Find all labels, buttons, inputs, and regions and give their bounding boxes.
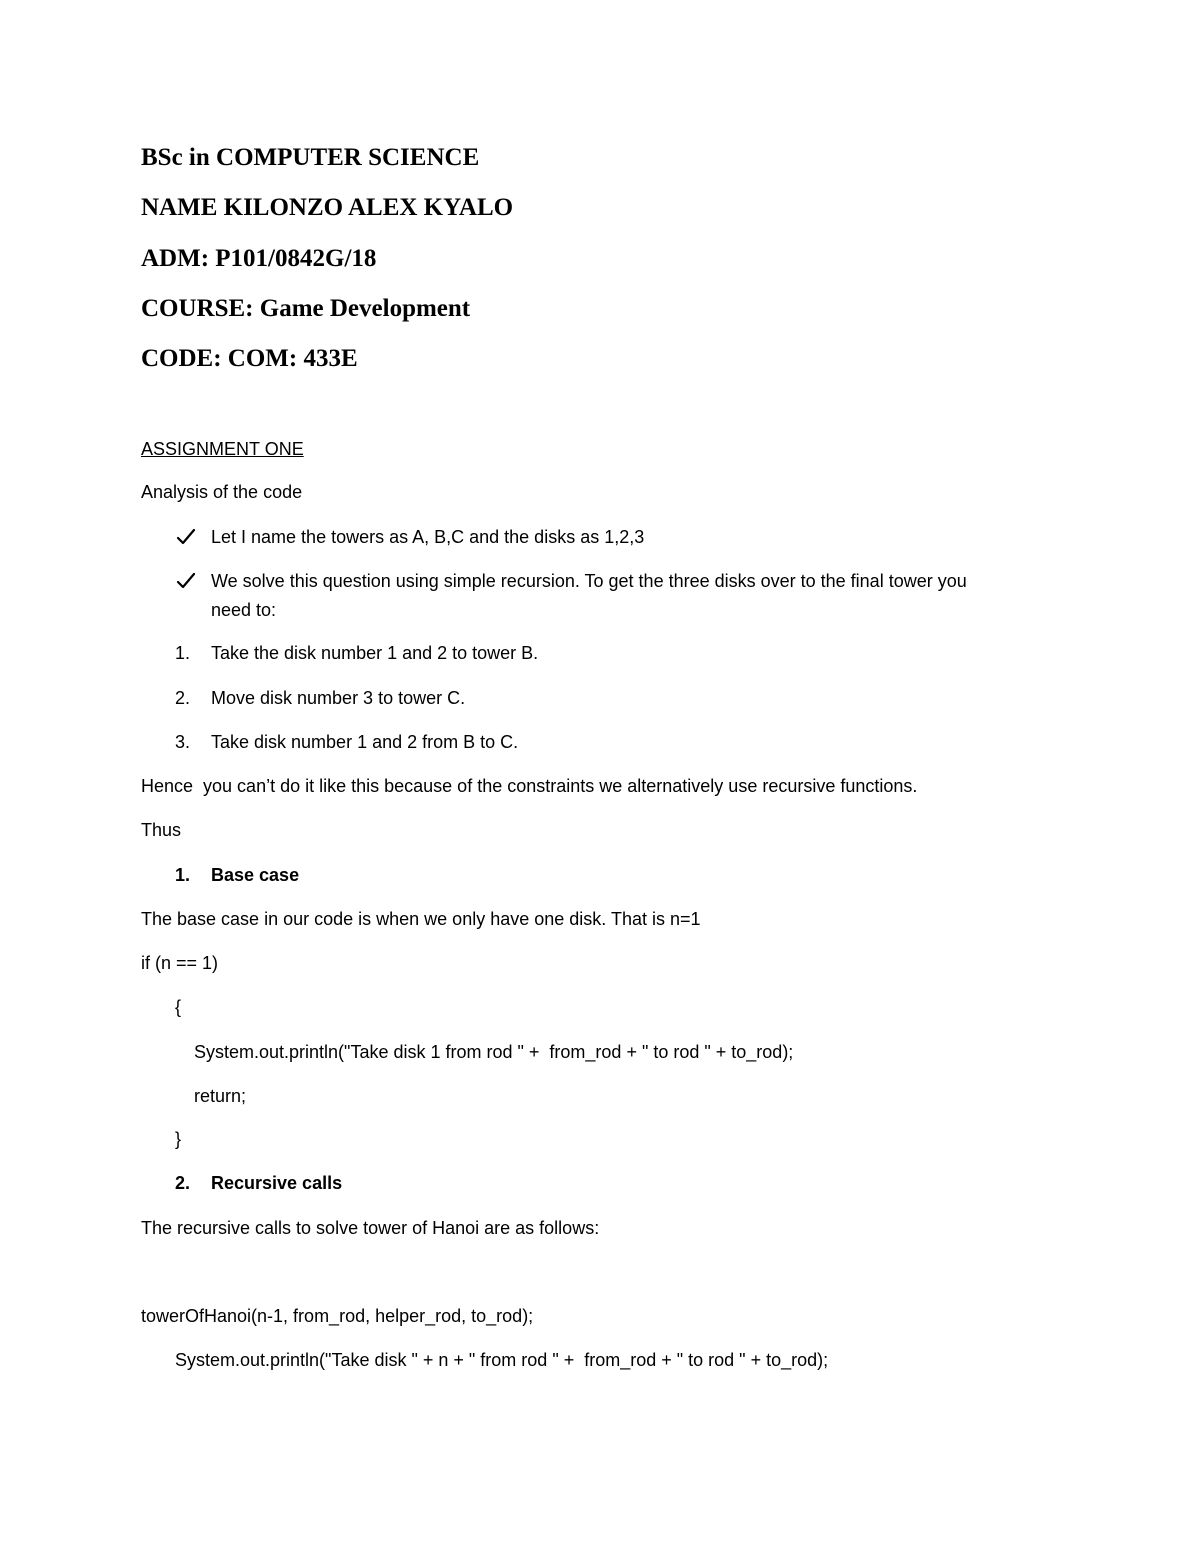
- checkmark-icon: [176, 527, 196, 547]
- step-text: Take disk number 1 and 2 from B to C.: [211, 732, 519, 752]
- section-title-base-case: Base case: [211, 865, 300, 885]
- step-number: 1.: [175, 643, 191, 663]
- step-number: 2.: [175, 688, 191, 708]
- degree-heading: BSc in COMPUTER SCIENCE: [141, 144, 480, 171]
- code-heading: CODE: COM: 433E: [141, 345, 358, 372]
- base-case-description: The base case in our code is when we only have one disk. That is n=1: [141, 909, 701, 929]
- name-heading: NAME KILONZO ALEX KYALO: [141, 194, 514, 221]
- step-number: 3.: [175, 732, 191, 752]
- code-line: System.out.println("Take disk " + n + " from rod " + from_rod + " to rod " + to_rod);: [175, 1350, 829, 1370]
- check-item-recursion: We solve this question using simple recursion. To get the three disks over to the final tower you: [211, 571, 967, 591]
- code-line: }: [175, 1129, 182, 1149]
- check-item-recursion-cont: need to:: [211, 600, 277, 620]
- section-title-recursive-calls: Recursive calls: [211, 1173, 343, 1193]
- adm-heading: ADM: P101/0842G/18: [141, 245, 377, 272]
- code-line: towerOfHanoi(n-1, from_rod, helper_rod, to_rod);: [141, 1306, 534, 1326]
- code-line: return;: [194, 1086, 247, 1106]
- recursive-description: The recursive calls to solve tower of Hanoi are as follows:: [141, 1218, 600, 1238]
- assignment-title: ASSIGNMENT ONE: [141, 439, 304, 459]
- step-text: Move disk number 3 to tower C.: [211, 688, 466, 708]
- section-number: 1.: [175, 865, 191, 885]
- analysis-intro: Analysis of the code: [141, 482, 303, 502]
- hence-paragraph: Hence you can’t do it like this because of the constraints we alternatively use recursive functions.: [141, 776, 918, 796]
- course-heading: COURSE: Game Development: [141, 295, 471, 322]
- check-item-towers: Let I name the towers as A, B,C and the disks as 1,2,3: [211, 527, 645, 547]
- checkmark-icon: [176, 571, 196, 591]
- thus-paragraph: Thus: [141, 820, 182, 840]
- step-text: Take the disk number 1 and 2 to tower B.: [211, 643, 539, 663]
- code-line: if (n == 1): [141, 953, 219, 973]
- section-number: 2.: [175, 1173, 191, 1193]
- code-line: System.out.println("Take disk 1 from rod " + from_rod + " to rod " + to_rod);: [194, 1042, 794, 1062]
- code-line: {: [175, 997, 182, 1017]
